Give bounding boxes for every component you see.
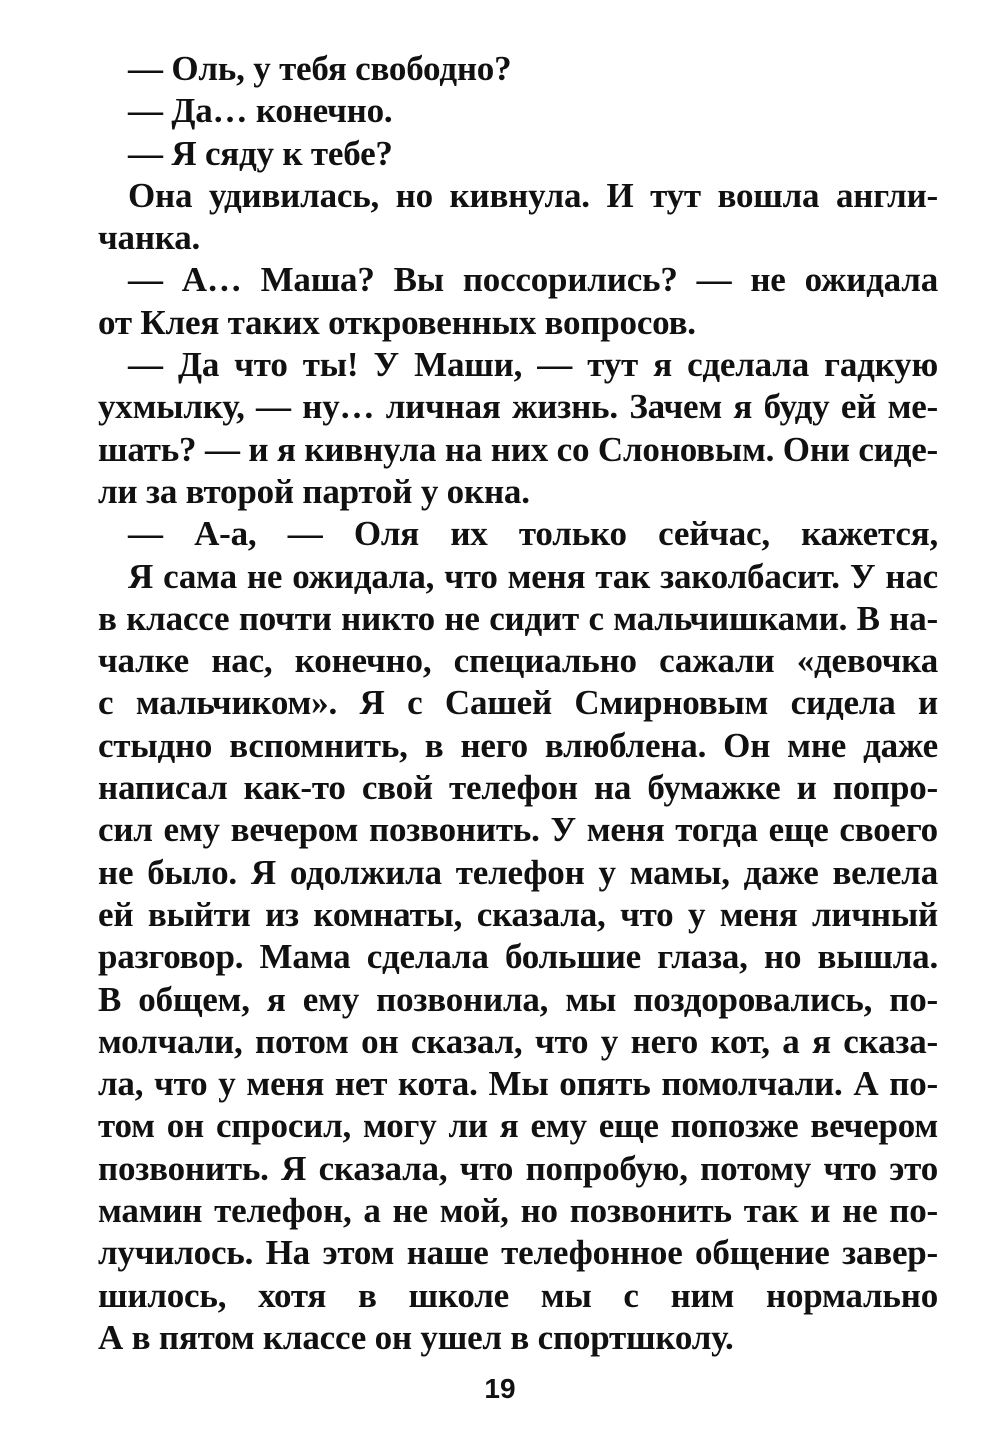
text-line: шать? — и я кивнула на них со Слоновым. Они сиде-	[98, 429, 938, 469]
text-line: не было. Я одолжила телефон у мамы, даже велела	[98, 852, 938, 892]
text-line: ухмылку, — ну… личная жизнь. Зачем я буду ей ме-	[98, 387, 938, 427]
text-line: лучилось. На этом наше телефонное общение завер-	[98, 1233, 938, 1273]
text-line: — Да что ты! У Маши, — тут я сделала гадкую	[128, 345, 938, 385]
text-line: — А… Маша? Вы поссорились? — не ожидала	[128, 260, 938, 300]
text-line: том он спросил, могу ли я ему еще попозже вечером	[98, 1106, 938, 1146]
text-line: — Оль, у тебя свободно?	[128, 49, 512, 88]
text-line: ли за второй партой у окна.	[98, 471, 530, 511]
text-line: чалке нас, конечно, специально сажали «девочка	[98, 641, 938, 681]
text-line: разговор. Мама сделала большие глаза, но вышла.	[98, 937, 938, 977]
text-line: чанка.	[98, 218, 201, 258]
text-line: в классе почти никто не сидит с мальчишками. В на-	[98, 598, 938, 638]
text-line: от Клея таких откровенных вопросов.	[98, 302, 696, 342]
text-line: — Да… конечно.	[128, 91, 393, 131]
body-text	[98, 48, 938, 1359]
text-line: ей выйти из комнаты, сказала, что у меня личный	[98, 894, 938, 934]
text-line: шилось, хотя в школе мы с ним нормально	[98, 1275, 938, 1315]
text-line: с мальчиком». Я с Сашей Смирновым сидела и	[98, 683, 938, 723]
text-line: мамин телефон, а не мой, но позвонить так и не по-	[98, 1191, 938, 1231]
text-line: молчали, потом он сказал, что у него кот, а я сказа-	[98, 1021, 938, 1061]
text-line: стыдно вспомнить, в него влюблена. Он мне даже	[98, 725, 938, 765]
text-line: написал как-то свой телефон на бумажке и попро-	[98, 768, 938, 808]
text-line: Я сама не ожидала, что меня так заколбасит. У нас	[128, 556, 938, 596]
text-line: ла, что у меня нет кота. Мы опять помолчали. А по-	[98, 1064, 938, 1104]
text-line: Она удивилась, но кивнула. И тут вошла англи-	[128, 175, 938, 215]
text-line: А в пятом классе он ушел в спортшколу.	[98, 1317, 734, 1357]
text-line: — А-а, — Оля их только сейчас, кажется,	[128, 514, 938, 554]
text-line: — Я сяду к тебе?	[128, 133, 393, 173]
text-line: позвонить. Я сказала, что попробую, потому что это	[98, 1148, 938, 1188]
text-line: В общем, я ему позвонила, мы поздоровались, по-	[98, 979, 938, 1019]
text-line: сил ему вечером позвонить. У меня тогда еще своего	[98, 810, 938, 850]
page-number: 19	[484, 1373, 516, 1404]
